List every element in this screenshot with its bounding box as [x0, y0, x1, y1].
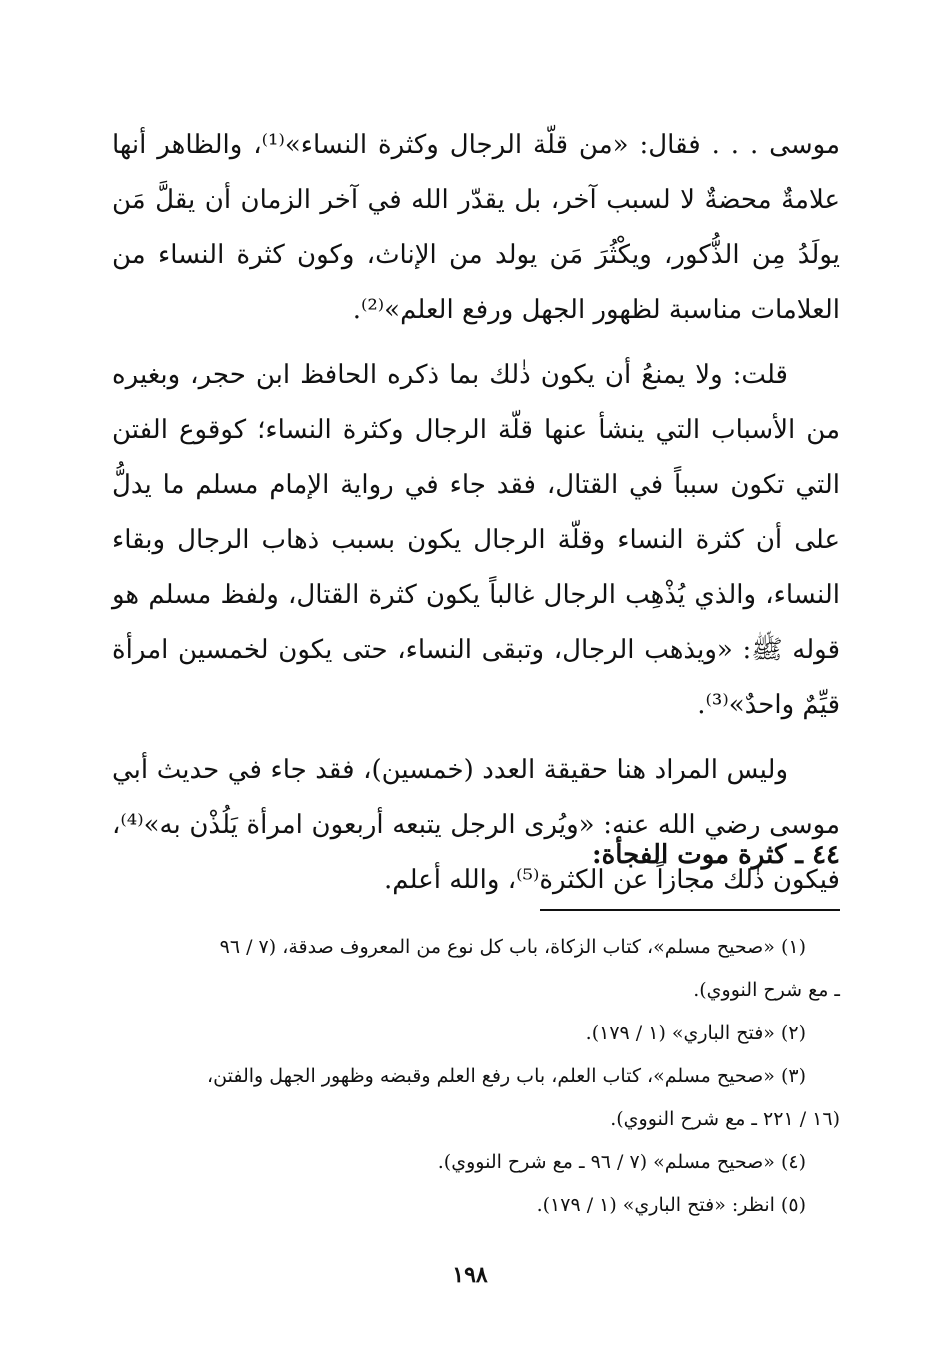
footnote-divider: [540, 909, 840, 911]
footnote: (٤) «صحيح مسلم» (٧ / ٩٦ ـ مع شرح النووي).: [437, 1151, 806, 1173]
footnote: (٣) «صحيح مسلم»، كتاب العلم، باب رفع العلم وقبضه وظهور الجهل والفتن،: [207, 1065, 806, 1087]
section-heading: ٤٤ ـ كثرة موت الفجأة:: [591, 840, 840, 870]
footnote: (٢) «فتح الباري» (١ / ١٧٩).: [585, 1022, 806, 1044]
footnotes: [108, 926, 840, 1227]
page-number: ١٩٨: [452, 1262, 488, 1288]
footnote-continuation: (١٦ / ٢٢١ ـ مع شرح النووي).: [610, 1108, 840, 1130]
paragraph: موسى . . . فقال: «من قلّة الرجال وكثرة النساء»⁽¹⁾، والظاهر أنها علامةٌ محضةٌ لا لسبب آخر، بل يقدّر الله في آخر الزمان أن يقلَّ مَن يولَدُ مِن الذُّكور، ويكْثُرَ مَن يولد من الإناث، وكون كثرة النساء من العلامات مناسبة لظهور الجهل ورفع العلم»⁽²⁾.: [112, 130, 840, 325]
main-text: [112, 118, 840, 908]
footnote: (١) «صحيح مسلم»، كتاب الزكاة، باب كل نوع من المعروف صدقة، (٧ / ٩٦: [219, 936, 806, 958]
paragraph: قلت: ولا يمنعُ أن يكون ذٰلك بما ذكره الحافظ ابن حجر، وبغيره من الأسباب التي ينشأ عنها قلّة الرجال وكثرة النساء؛ كوقوع الفتن التي تكون سبباً في القتال، فقد جاء في رواية الإمام مسلم ما يدلُّ على أن كثرة النساء وقلّة الرجال يكون بسبب ذهاب الرجال وبقاء النساء، والذي يُذْهِب الرجال غالباً يكون كثرة القتال، ولفظ مسلم هو قوله ﷺ: «ويذهب الرجال، وتبقى النساء، حتى يكون لخمسين امرأة قيِّمٌ واحدٌ»⁽³⁾.: [112, 360, 840, 720]
footnote-continuation: ـ مع شرح النووي).: [693, 979, 840, 1001]
footnote: (٥) انظر: «فتح الباري» (١ / ١٧٩).: [536, 1194, 806, 1216]
paragraph: وليس المراد هنا حقيقة العدد (خمسين)، فقد جاء في حديث أبي موسى رضي الله عنه: «ويُرى الرجل يتبعه أربعون امرأة يَلُذْن به»⁽⁴⁾، فيكون ذٰلك مجازاً عن الكثرة⁽⁵⁾، والله أعلم.: [112, 755, 840, 895]
